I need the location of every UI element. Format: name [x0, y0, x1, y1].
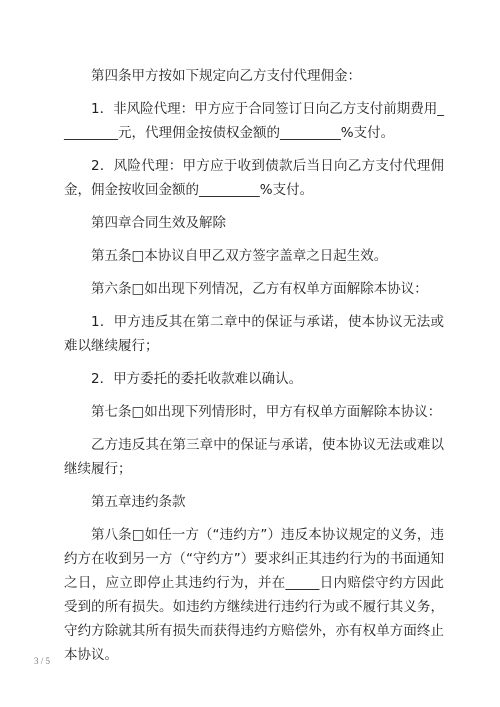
clause-4-heading: 第四条甲方按如下规定向乙方支付代理佣金： [91, 68, 361, 84]
clause-6-item-2: 2．甲方委托的委托收款难以确认。 [91, 371, 303, 387]
clause-7-item: 乙方违反其在第三章中的保证与承诺，使本协议无法或难以继续履行； [64, 437, 444, 477]
chapter-5-heading: 第五章违约条款 [91, 494, 186, 510]
clause-6-item-1: 1．甲方违反其在第二章中的保证与承诺，使本协议无法或难以继续履行； [64, 314, 444, 354]
document-body [64, 64, 444, 676]
non-risk-agency-clause: 1．非风险代理：甲方应于合同签订日向乙方支付前期费用_________元，代理佣金按债权金额的_________%支付。 [64, 101, 444, 141]
risk-agency-clause: 2．风险代理：甲方应于收到债款后当日向乙方支付代理佣金，佣金按收回金额的_________%支付。 [64, 158, 444, 198]
page-number: 3 / 5 [34, 656, 51, 666]
clause-7: 第七条□如出现下列情形时，甲方有权单方面解除本协议： [91, 404, 442, 420]
chapter-4-heading: 第四章合同生效及解除 [91, 215, 226, 231]
clause-5: 第五条□本协议自甲乙双方签字盖章之日起生效。 [91, 248, 388, 264]
clause-6: 第六条□如出现下列情况，乙方有权单方面解除本协议： [91, 281, 428, 297]
clause-8: 第八条□如任一方（“违约方”）违反本协议规定的义务，违约方在收到另一方（“守约方”）要求纠正其违约行为的书面通知之日，应立即停止其违约行为，并在_____日内赔偿守约方因此受到的所有损失。如违约方继续进行违约行为或不履行其义务，守约方除就其所有损失而获得违约方赔偿外，亦有权单方面终止本协议。 [64, 527, 444, 663]
